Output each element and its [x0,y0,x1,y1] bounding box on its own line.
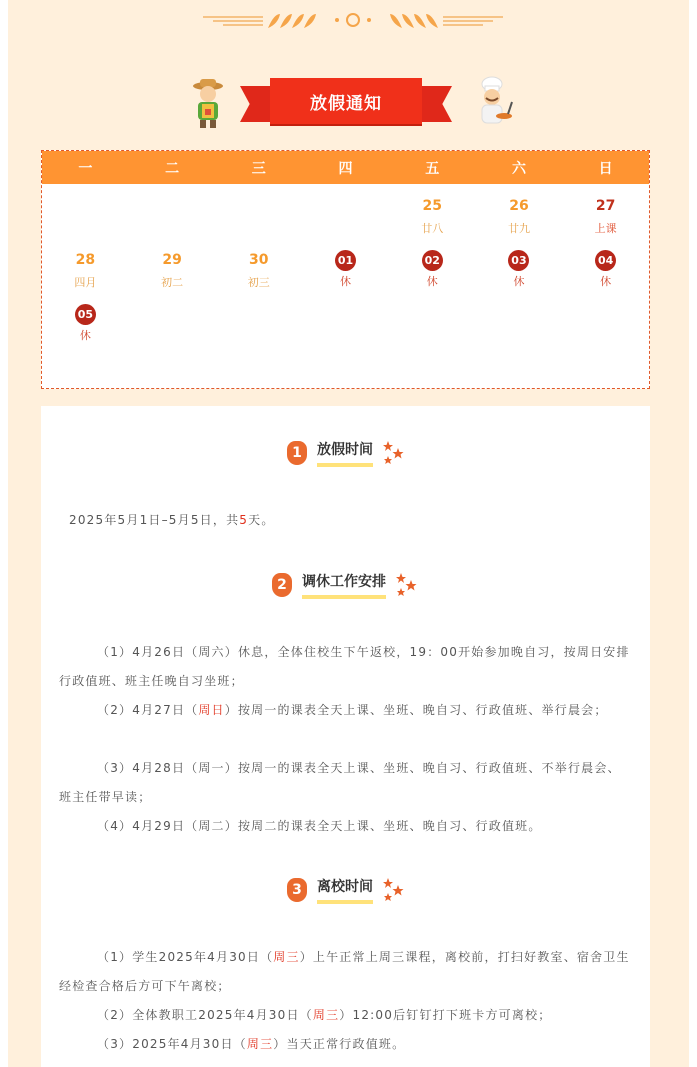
calendar-day-cell [215,304,302,358]
section-1-heading [287,436,405,470]
section-title: 离校时间 [317,876,373,904]
calendar-day-cell [302,196,389,250]
calendar-day-cell [129,196,216,250]
weekday-sat: 六 [511,160,526,177]
leave-item-3: （3）2025年4月30日（周三）当天正常行政值班。 [97,1037,406,1051]
schedule-item-4: （4）4月29日（周二）按周二的课表全天上课、坐班、晚自习、行政值班。 [97,819,542,833]
farmer-icon [188,76,228,130]
section-number-badge: 3 [287,878,307,902]
calendar-day-cell [42,304,129,358]
date-subtext: 休 [426,275,438,288]
schedule-item-1: （1）4月26日（周六）休息，全体住校生下午返校，19：00开始参加晚自习，按周日安排行政值班、班主任晚自习坐班； [59,645,630,688]
calendar-day-cell [302,250,389,304]
calendar-day-cell [302,304,389,358]
weekday-sun: 日 [598,160,613,177]
holiday-period-text: 2025年5月1日–5月5日，共5天。 [69,513,275,527]
calendar-weekday-header [42,151,649,184]
section-number-badge: 2 [272,573,292,597]
holiday-date-badge: 05 [75,304,96,325]
calendar-day-cell [42,196,129,250]
date-number: 30 [249,252,269,268]
date-subtext: 初三 [247,276,270,289]
calendar-day-cell [215,196,302,250]
calendar-day-cell [562,304,649,358]
calendar-week-row [42,304,649,358]
date-subtext: 休 [513,275,525,288]
holiday-date-badge: 01 [335,250,356,271]
stars-icon [396,572,418,598]
content-card [41,406,650,1067]
stars-icon [383,877,405,903]
calendar-day-cell [129,304,216,358]
section-number-badge: 1 [287,441,307,465]
calendar-day-cell [562,250,649,304]
calendar-day-cell [476,196,563,250]
date-subtext: 休 [340,275,352,288]
holiday-date-badge: 03 [508,250,529,271]
calendar-day-cell [389,250,476,304]
weekday-wed: 三 [251,160,266,177]
holiday-date-badge: 04 [595,250,616,271]
schedule-item-3: （3）4月28日（周一）按周一的课表全天上课、坐班、晚自习、行政值班、不举行晨会、班主任带早读； [59,761,621,804]
calendar-day-cell [562,196,649,250]
section-2-heading [272,568,418,602]
holiday-banner [188,74,518,134]
stars-icon [383,440,405,466]
leave-item-2: （2）全体教职工2025年4月30日（周三）12:00后钉钉打下班卡方可离校； [97,1008,552,1022]
date-subtext: 初二 [161,276,184,289]
date-number: 26 [509,198,529,214]
date-subtext: 四月 [74,276,97,289]
wheat-ornament-icon [193,6,513,34]
section-3-heading [287,873,405,907]
schedule-item-2: （2）4月27日（周日）按周一的课表全天上课、坐班、晚自习、行政值班、举行晨会； [97,703,608,717]
chef-icon [474,76,514,130]
date-number: 27 [595,198,616,214]
calendar-day-cell [389,304,476,358]
holiday-calendar [41,150,650,389]
date-subtext: 休 [600,275,612,288]
calendar-day-cell [215,250,302,304]
calendar-day-cell [129,250,216,304]
date-subtext: 廿九 [507,222,530,235]
date-subtext: 廿八 [421,222,444,235]
date-number: 29 [162,252,182,268]
section-title: 放假时间 [317,439,373,467]
weekday-fri: 五 [425,160,440,177]
leave-item-1: （1）学生2025年4月30日（周三）上午正常上周三课程，离校前，打扫好教室、宿舍卫生经检查合格后方可下午离校； [59,950,630,993]
calendar-day-cell [42,250,129,304]
date-subtext: 上课 [594,222,617,235]
calendar-body [42,196,649,358]
page-background [8,0,689,1067]
holiday-date-badge: 02 [422,250,443,271]
calendar-day-cell [389,196,476,250]
calendar-day-cell [476,250,563,304]
weekday-tue: 二 [165,160,180,177]
calendar-week-row [42,196,649,250]
weekday-thu: 四 [338,160,353,177]
weekday-mon: 一 [78,160,93,177]
calendar-week-row [42,250,649,304]
section-title: 调休工作安排 [302,571,386,599]
date-number: 25 [422,198,442,214]
date-number: 28 [75,252,96,268]
calendar-day-cell [476,304,563,358]
banner-title: 放假通知 [270,78,422,124]
date-subtext: 休 [79,329,91,342]
